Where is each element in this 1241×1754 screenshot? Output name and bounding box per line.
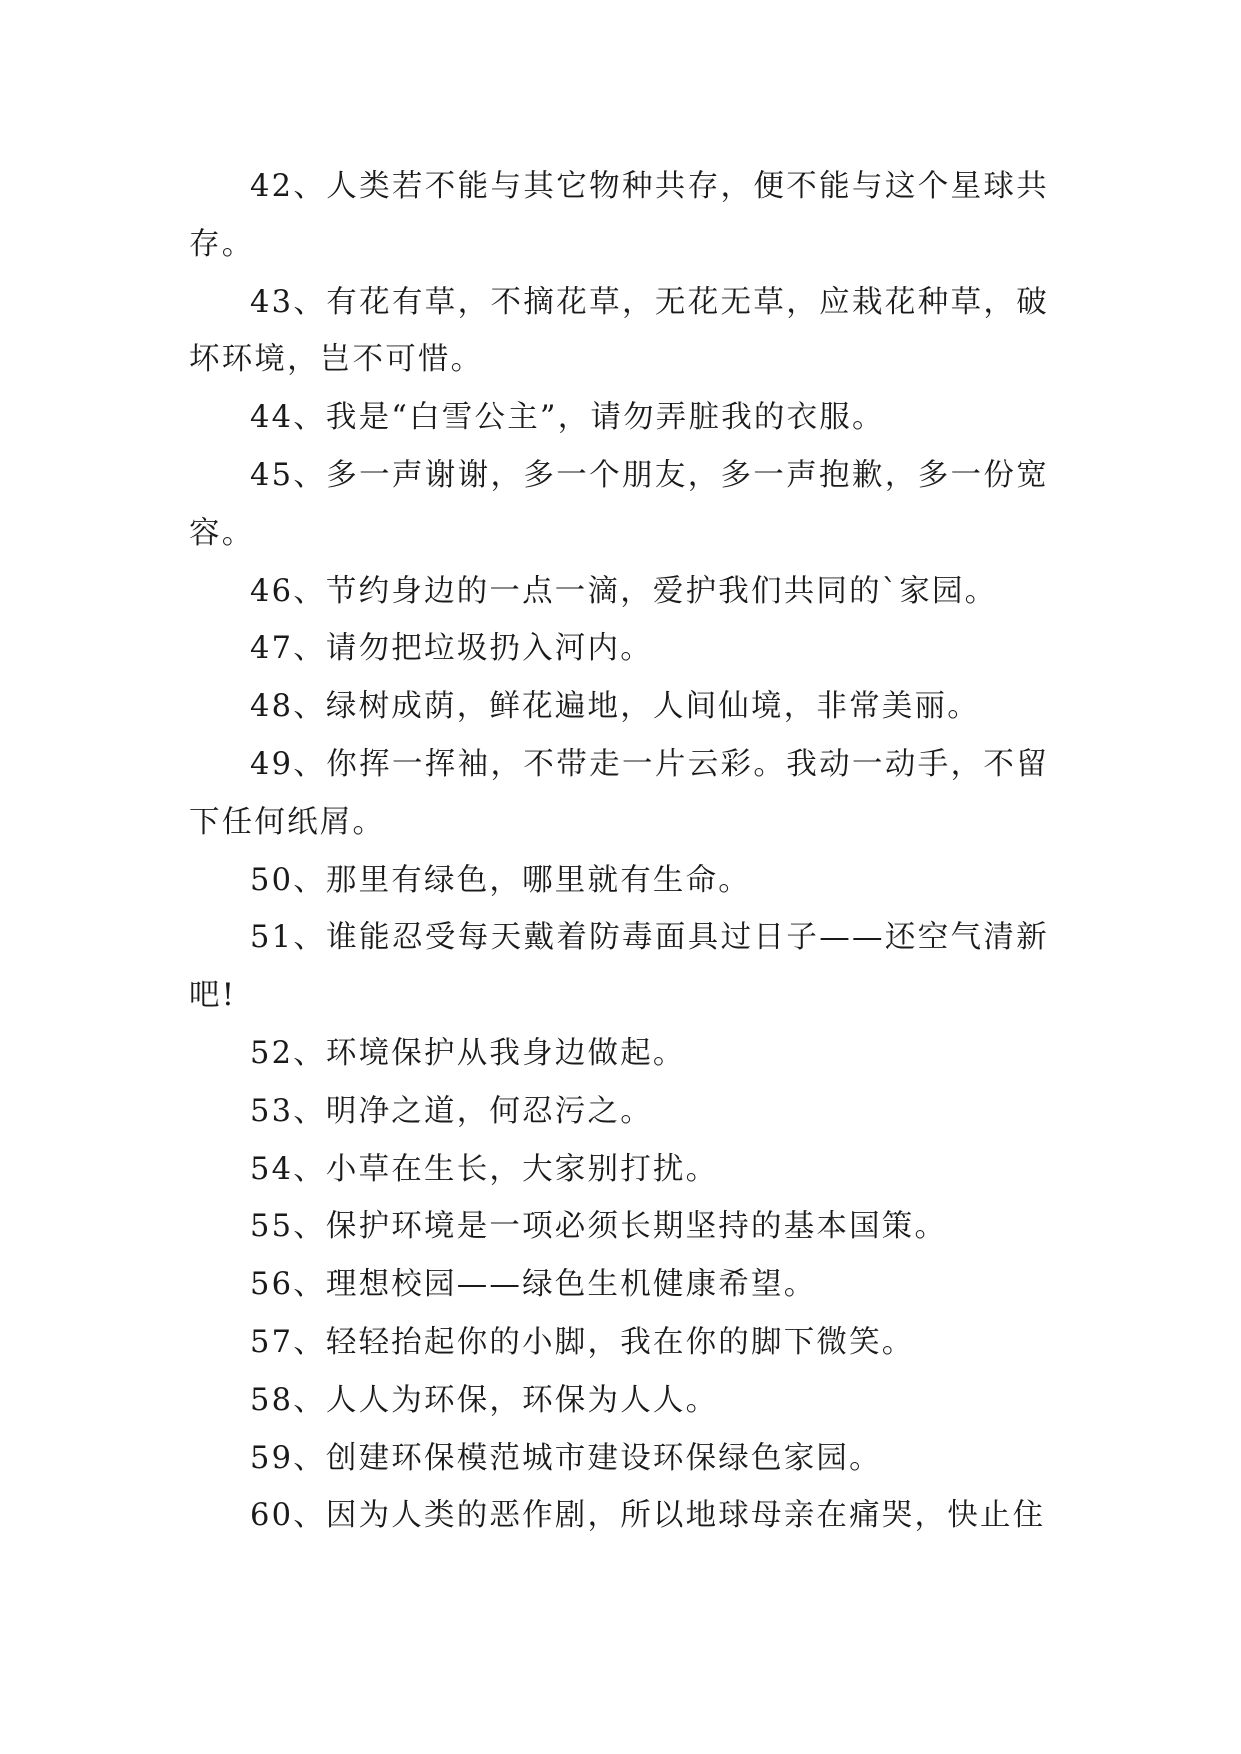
slogan-paragraph: 49、你挥一挥袖，不带走一片云彩。我动一动手，不留下任何纸屑。 [189,746,1049,840]
slogan-paragraph: 45、多一声谢谢，多一个朋友，多一声抱歉，多一份宽容。 [189,457,1049,551]
slogan-paragraph: 60、因为人类的恶作剧，所以地球母亲在痛哭，快止住 [250,1498,1046,1534]
slogan-paragraph: 55、保护环境是一项必须长期坚持的基本国策。 [250,1209,948,1245]
slogan-paragraph: 50、那里有绿色，哪里就有生命。 [250,862,752,898]
slogan-paragraph: 57、轻轻抬起你的小脚，我在你的脚下微笑。 [250,1324,915,1360]
slogan-paragraph: 53、明净之道，何忍污之。 [250,1093,653,1129]
slogan-paragraph: 42、人类若不能与其它物种共存，便不能与这个星球共存。 [189,169,1049,262]
slogan-paragraph: 56、理想校园——绿色生机健康希望。 [250,1267,817,1303]
slogan-paragraph: 48、绿树成荫，鲜花遍地，人间仙境，非常美丽。 [250,689,980,725]
slogan-paragraph: 44、我是“白雪公主”，请勿弄脏我的衣服。 [250,400,885,436]
slogan-paragraph: 59、创建环保模范城市建设环保绿色家园。 [250,1440,882,1476]
slogan-paragraph: 51、谁能忍受每天戴着防毒面具过日子——还空气清新吧! [189,920,1049,1014]
slogan-paragraph: 52、环境保护从我身边做起。 [250,1035,686,1071]
slogan-paragraph: 43、有花有草，不摘花草，无花无草，应栽花种草，破坏环境，岂不可惜。 [189,284,1049,378]
document-body [189,158,1049,1545]
slogan-paragraph: 58、人人为环保，环保为人人。 [250,1382,719,1418]
slogan-paragraph: 54、小草在生长，大家别打扰。 [250,1151,719,1187]
slogan-paragraph: 46、节约身边的一点一滴，爱护我们共同的`家园。 [250,573,998,609]
slogan-paragraph: 47、请勿把垃圾扔入河内。 [250,631,653,667]
